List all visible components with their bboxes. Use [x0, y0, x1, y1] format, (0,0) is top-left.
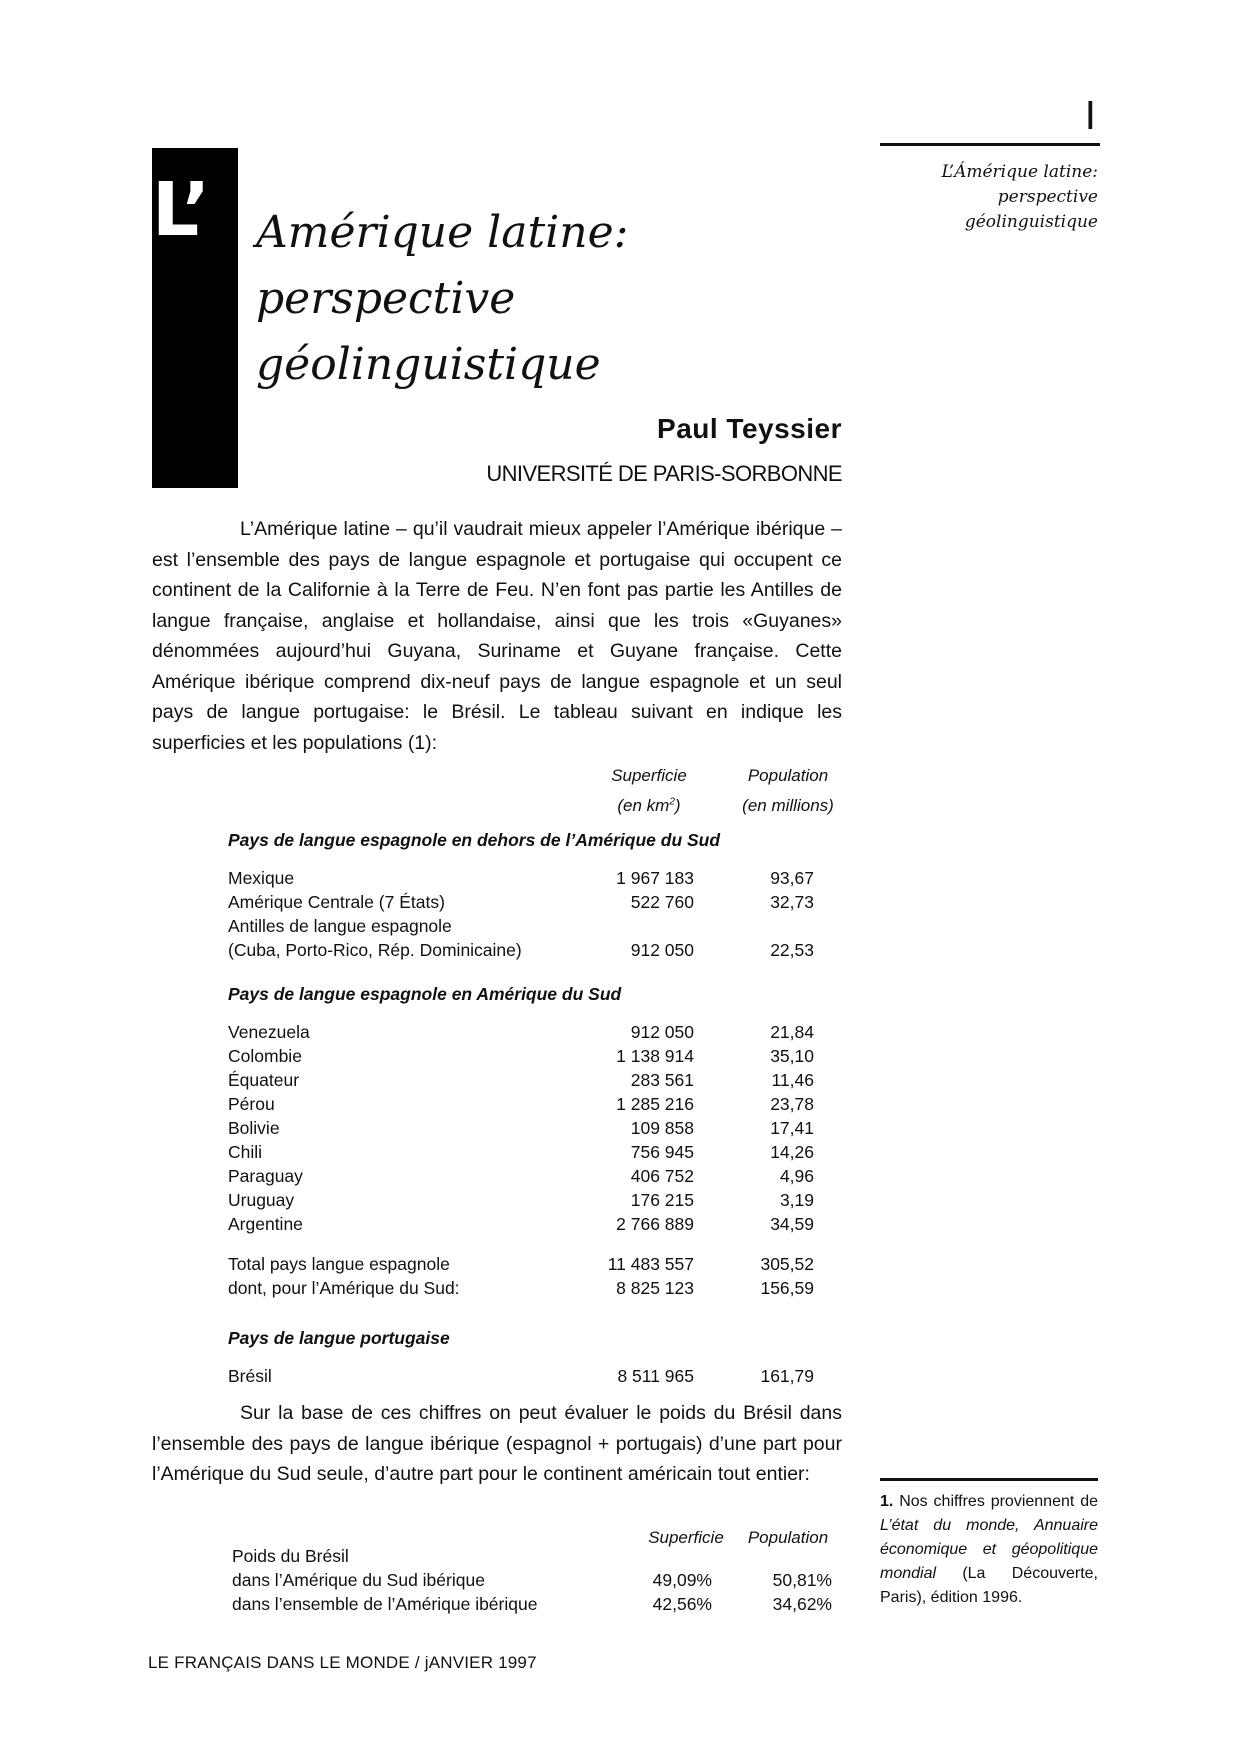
table-cell-superficie: 912 050: [630, 940, 694, 960]
table-cell-population: 50,81%: [772, 1570, 832, 1590]
header-rule: [880, 143, 1100, 146]
table-cell-superficie: 1 967 183: [616, 868, 694, 888]
table-cell-superficie: 42,56%: [652, 1594, 712, 1614]
table-row-label: Paraguay: [228, 1166, 303, 1186]
table-row-label: dans l’Amérique du Sud ibérique: [232, 1570, 485, 1590]
section-title: Pays de langue espagnole en dehors de l’Amérique du Sud: [228, 830, 721, 850]
table-total-superficie: 11 483 557: [607, 1254, 694, 1274]
col-header-superficie: Superficie: [648, 1528, 724, 1547]
article-title: [256, 200, 816, 398]
table-total-label: Total pays langue espagnole: [228, 1254, 450, 1274]
table-row-label: Chili: [228, 1142, 263, 1162]
table-row-label: Uruguay: [228, 1190, 295, 1210]
table-row-label: Colombie: [228, 1046, 302, 1066]
title-initial: L’: [152, 167, 211, 253]
section-title: Pays de langue portugaise: [228, 1328, 450, 1348]
running-title-line: L’Ámérique latine:: [941, 162, 1098, 182]
table-cell-superficie: 912 050: [630, 1022, 694, 1042]
table-cell-population: 93,67: [770, 868, 814, 888]
page-number: I: [1084, 94, 1096, 138]
col-header-population: Population: [747, 1528, 829, 1547]
table-row-label: Antilles de langue espagnole: [228, 916, 452, 936]
footnote-rule: [880, 1478, 1098, 1481]
body-paragraph: Sur la base de ces chiffres on peut évaluer le poids du Brésil dans l’ensemble des pays de langue ibérique (espagnol + portugais) d’une part pour l’Amérique du Sud seule, d’autre part pour le continent américain tout entier:: [152, 1402, 842, 1485]
table-row-label: Brésil: [228, 1366, 272, 1386]
table-row-label: Équateur: [228, 1070, 300, 1090]
page-footer: LE FRANÇAIS DANS LE MONDE / jANVIER 1997: [148, 1653, 537, 1672]
title-line: géolinguistique: [256, 339, 601, 390]
running-title-line: perspective: [997, 187, 1098, 207]
table-cell-population: 34,59: [770, 1214, 814, 1234]
footnote-source-title: L’état du monde, Annuaire économique et géopolitique mondial: [880, 1517, 1098, 1582]
table-cell-population: 34,62%: [772, 1594, 832, 1614]
title-line: Amérique latine:: [256, 207, 629, 258]
running-title-line: géolinguistique: [964, 212, 1098, 232]
col-unit-superficie: (en $km^2$): [617, 796, 681, 815]
table-total-superficie: 8 825 123: [616, 1278, 694, 1298]
table-cell-superficie: 406 752: [630, 1166, 694, 1186]
table-cell-population: 21,84: [770, 1022, 814, 1042]
table-row-label: Argentine: [228, 1214, 303, 1234]
table-row-label: Bolivie: [228, 1118, 280, 1138]
author-name: Paul Teyssier: [657, 413, 842, 444]
footnote: [880, 1490, 1098, 1610]
table-row-label: dans l’ensemble de l’Amérique ibérique: [232, 1594, 538, 1614]
table-cell-superficie: 1 138 914: [616, 1046, 694, 1066]
table-row-label: Venezuela: [228, 1022, 310, 1042]
table-total-population: 156,59: [760, 1278, 814, 1298]
table-cell-population: 35,10: [770, 1046, 814, 1066]
title-line: perspective: [256, 273, 516, 324]
section-title: Pays de langue espagnole en Amérique du Sud: [228, 984, 622, 1004]
table-row-label: (Cuba, Porto-Rico, Rép. Dominicaine): [228, 940, 522, 960]
table-cell-superficie: 522 760: [630, 892, 694, 912]
table-cell-population: 161,79: [760, 1366, 814, 1386]
table-cell-population: 32,73: [770, 892, 814, 912]
table-row-label: Amérique Centrale (7 États): [228, 892, 445, 912]
table-cell-superficie: 1 285 216: [616, 1094, 694, 1114]
table-cell-superficie: 283 561: [630, 1070, 694, 1090]
table-cell-population: 4,96: [779, 1166, 814, 1186]
table-total-population: 305,52: [760, 1254, 814, 1274]
table-cell-population: 22,53: [770, 940, 814, 960]
table-cell-superficie: 756 945: [630, 1142, 694, 1162]
running-title: [860, 160, 1098, 235]
table-cell-population: 3,19: [779, 1190, 814, 1210]
table-cell-population: 23,78: [770, 1094, 814, 1114]
table-cell-superficie: 49,09%: [652, 1570, 712, 1590]
table-cell-superficie: 8 511 965: [617, 1366, 694, 1386]
author-affiliation: UNIVERSITÉ DE PARIS-SORBONNE: [486, 461, 842, 486]
footnote-text: (La Découverte, Paris), édition 1996.: [880, 1565, 1098, 1606]
footnote-number: 1.: [880, 1493, 894, 1510]
col-unit-population: (en millions): [742, 796, 834, 815]
col-header-population: Population: [747, 766, 829, 785]
table-row-label: Pérou: [228, 1094, 275, 1114]
table-cell-population: 14,26: [770, 1142, 814, 1162]
table-row-label: Mexique: [228, 868, 295, 888]
footnote-text: Nos chiffres proviennent de: [893, 1493, 1098, 1510]
table-cell-superficie: 2 766 889: [616, 1214, 694, 1234]
table-total-label: dont, pour l’Amérique du Sud:: [228, 1278, 460, 1298]
col-header-superficie: Superficie: [611, 766, 687, 785]
table-cell-superficie: 109 858: [630, 1118, 694, 1138]
table-cell-population: 17,41: [770, 1118, 814, 1138]
weight-table-label: Poids du Brésil: [232, 1546, 349, 1566]
body-paragraph: L’Amérique latine – qu’il vaudrait mieux appeler l’Amérique ibérique – est l’ensemble des pays de langue espagnole et portugaise qui occupent ce continent de la Californie à la Terre de Feu. N’en font pas partie les Antilles de langue française, anglaise et hollandaise, ainsi que les trois «Guyanes» dénommées aujourd’hui Guyana, Suriname et Guyane française. Cette Amérique ibérique comprend dix-neuf pays de langue espagnole et un seul pays de langue portugaise: le Brésil. Le tableau suivant en indique les superficies et les populations (1):: [152, 518, 842, 754]
table-cell-population: 11,46: [771, 1070, 814, 1090]
table-cell-superficie: 176 215: [630, 1190, 694, 1210]
